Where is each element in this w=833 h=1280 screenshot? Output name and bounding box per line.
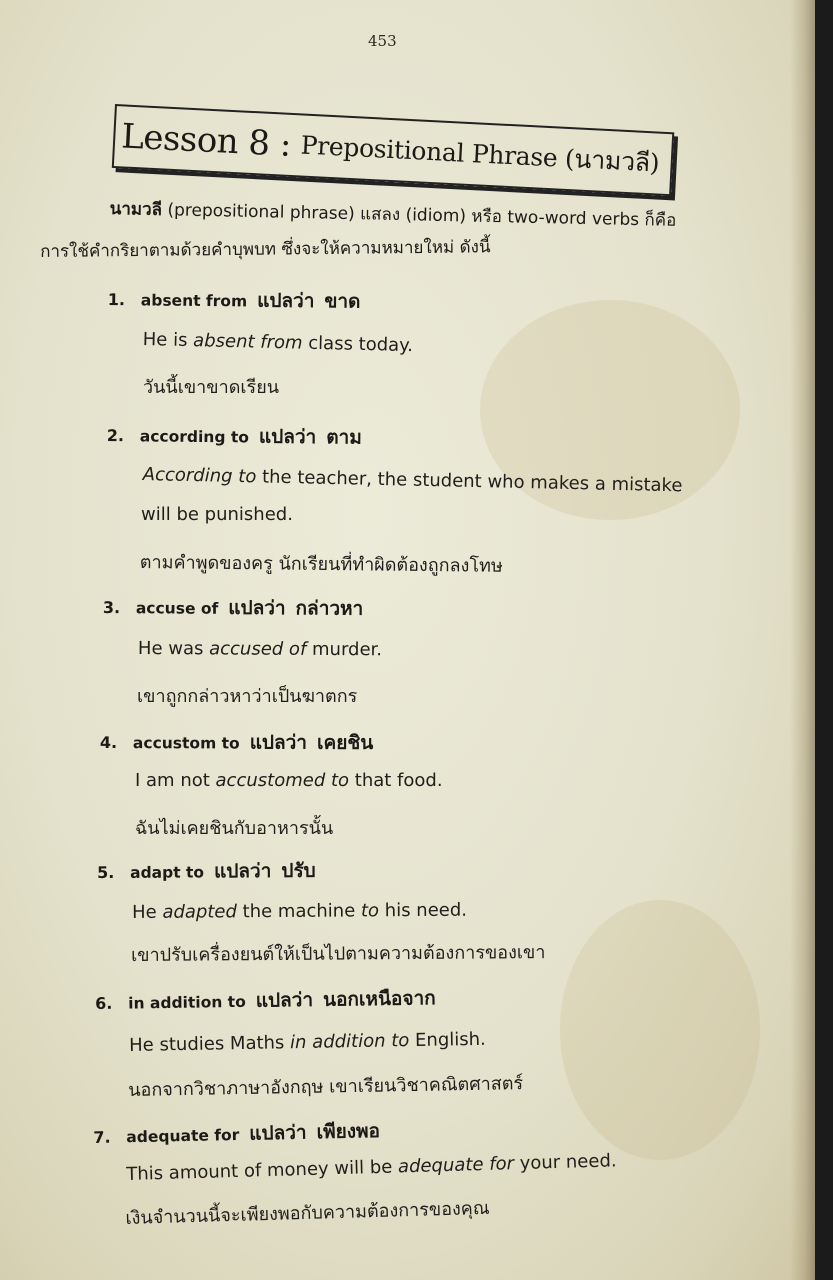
meaning-label: แปลว่า	[257, 289, 315, 313]
thai-translation: เขาปรับเครื่องยนต์ให้เป็นไปตามความต้องการของเขา	[131, 942, 546, 966]
example-text: his need.	[378, 899, 468, 922]
example-text: He studies Maths	[129, 1032, 291, 1056]
intro-term: นามวลี	[109, 198, 163, 221]
thai-translation: วันนี้เขาขาดเรียน	[143, 377, 280, 398]
thai-translation: ตามคำพูดของครู นักเรียนที่ทำผิดต้องถูกลงโทษ	[139, 551, 503, 577]
meaning-label: แปลว่า	[249, 731, 308, 754]
example-emphasis: absent from	[192, 330, 303, 354]
example-emphasis: in addition to	[289, 1030, 410, 1054]
example-emphasis: adequate for	[397, 1153, 515, 1178]
entry-heading	[108, 284, 361, 317]
intro-text: (prepositional phrase) แสลง (idiom) หรือ two-word verbs ก็คือ	[161, 200, 677, 231]
lesson-label: Lesson 8 :	[120, 116, 292, 165]
example-text: the machine	[236, 900, 362, 923]
entry-heading	[107, 420, 362, 453]
example-emphasis: to	[360, 900, 380, 922]
paper-stain	[560, 900, 760, 1160]
entry-number: 3.	[102, 597, 121, 618]
thai-translation: นอกจากวิชาภาษาอังกฤษ เขาเรียนวิชาคณิตศาสตร์	[128, 1073, 524, 1101]
entry-term: in addition to	[128, 992, 246, 1013]
entry-heading	[103, 592, 364, 624]
intro-line-2: การใช้คำกริยาตามด้วยคำบุพบท ซึ่งจะให้ความหมายใหม่ ดังนี้	[40, 237, 491, 262]
entry-meaning: ตาม	[326, 426, 362, 449]
example-text: the teacher, the student who makes a mistake	[256, 466, 683, 497]
example-text: your need.	[513, 1150, 617, 1175]
entry-number: 7.	[93, 1127, 111, 1147]
lesson-title-box	[112, 104, 675, 196]
entry-number: 5.	[97, 862, 115, 882]
meaning-label: แปลว่า	[258, 425, 317, 449]
entry-number: 2.	[106, 425, 125, 446]
entry-number: 4.	[99, 732, 118, 753]
example-text: He	[132, 901, 163, 923]
example-sentence	[143, 329, 414, 356]
example-emphasis: accustomed to	[215, 770, 350, 791]
thai-translation: เงินจำนวนนี้จะเพียงพอกับความต้องการของคุณ	[125, 1197, 490, 1229]
page-number: 453	[368, 32, 397, 50]
intro-line-1	[109, 195, 676, 234]
example-sentence	[132, 900, 467, 923]
example-text: murder.	[306, 638, 383, 661]
entry-term: according to	[139, 427, 250, 447]
example-text: This amount of money will be	[126, 1156, 399, 1185]
example-sentence	[135, 770, 443, 791]
example-text: English.	[409, 1028, 486, 1052]
entry-number: 6.	[95, 993, 113, 1013]
entry-term: adequate for	[126, 1125, 240, 1147]
meaning-label: แปลว่า	[228, 596, 286, 620]
example-sentence	[138, 638, 382, 660]
entry-heading	[97, 856, 316, 887]
example-text: that food.	[349, 770, 443, 791]
meaning-label: แปลว่า	[249, 1121, 307, 1145]
entry-heading	[100, 727, 373, 758]
example-text: He is	[142, 329, 194, 352]
entry-meaning: ขาด	[324, 290, 361, 313]
example-emphasis: According to	[142, 464, 257, 488]
entry-meaning: นอกเหนือจาก	[322, 987, 436, 1011]
entry-meaning: กล่าวหา	[295, 597, 364, 620]
example-text: I am not	[135, 770, 216, 791]
entry-term: accustom to	[132, 734, 240, 753]
entry-meaning: เพียงพอ	[316, 1119, 381, 1144]
example-text: He was	[137, 638, 210, 660]
entry-meaning: เคยชิน	[316, 731, 374, 754]
entry-heading	[93, 1116, 380, 1152]
thai-translation: เขาถูกกล่าวหาว่าเป็นฆาตกร	[137, 686, 358, 707]
example-emphasis: accused of	[209, 638, 307, 660]
example-sentence	[129, 1029, 486, 1056]
entry-heading	[95, 983, 436, 1018]
example-emphasis: adapted	[162, 901, 237, 923]
entry-term: adapt to	[130, 863, 205, 882]
meaning-label: แปลว่า	[214, 860, 272, 883]
page-edge-shadow	[790, 0, 815, 1280]
entry-meaning: ปรับ	[281, 859, 316, 883]
example-sentence-cont: will be punished.	[141, 504, 293, 525]
example-sentence	[126, 1150, 617, 1185]
entry-term: accuse of	[135, 599, 219, 618]
example-text: class today.	[302, 332, 414, 357]
entry-term: absent from	[140, 291, 248, 311]
lesson-topic: Prepositional Phrase (นามวลี)	[300, 130, 661, 178]
meaning-label: แปลว่า	[255, 988, 314, 1012]
thai-translation: ฉันไม่เคยชินกับอาหารนั้น	[135, 818, 334, 839]
entry-number: 1.	[107, 289, 126, 310]
